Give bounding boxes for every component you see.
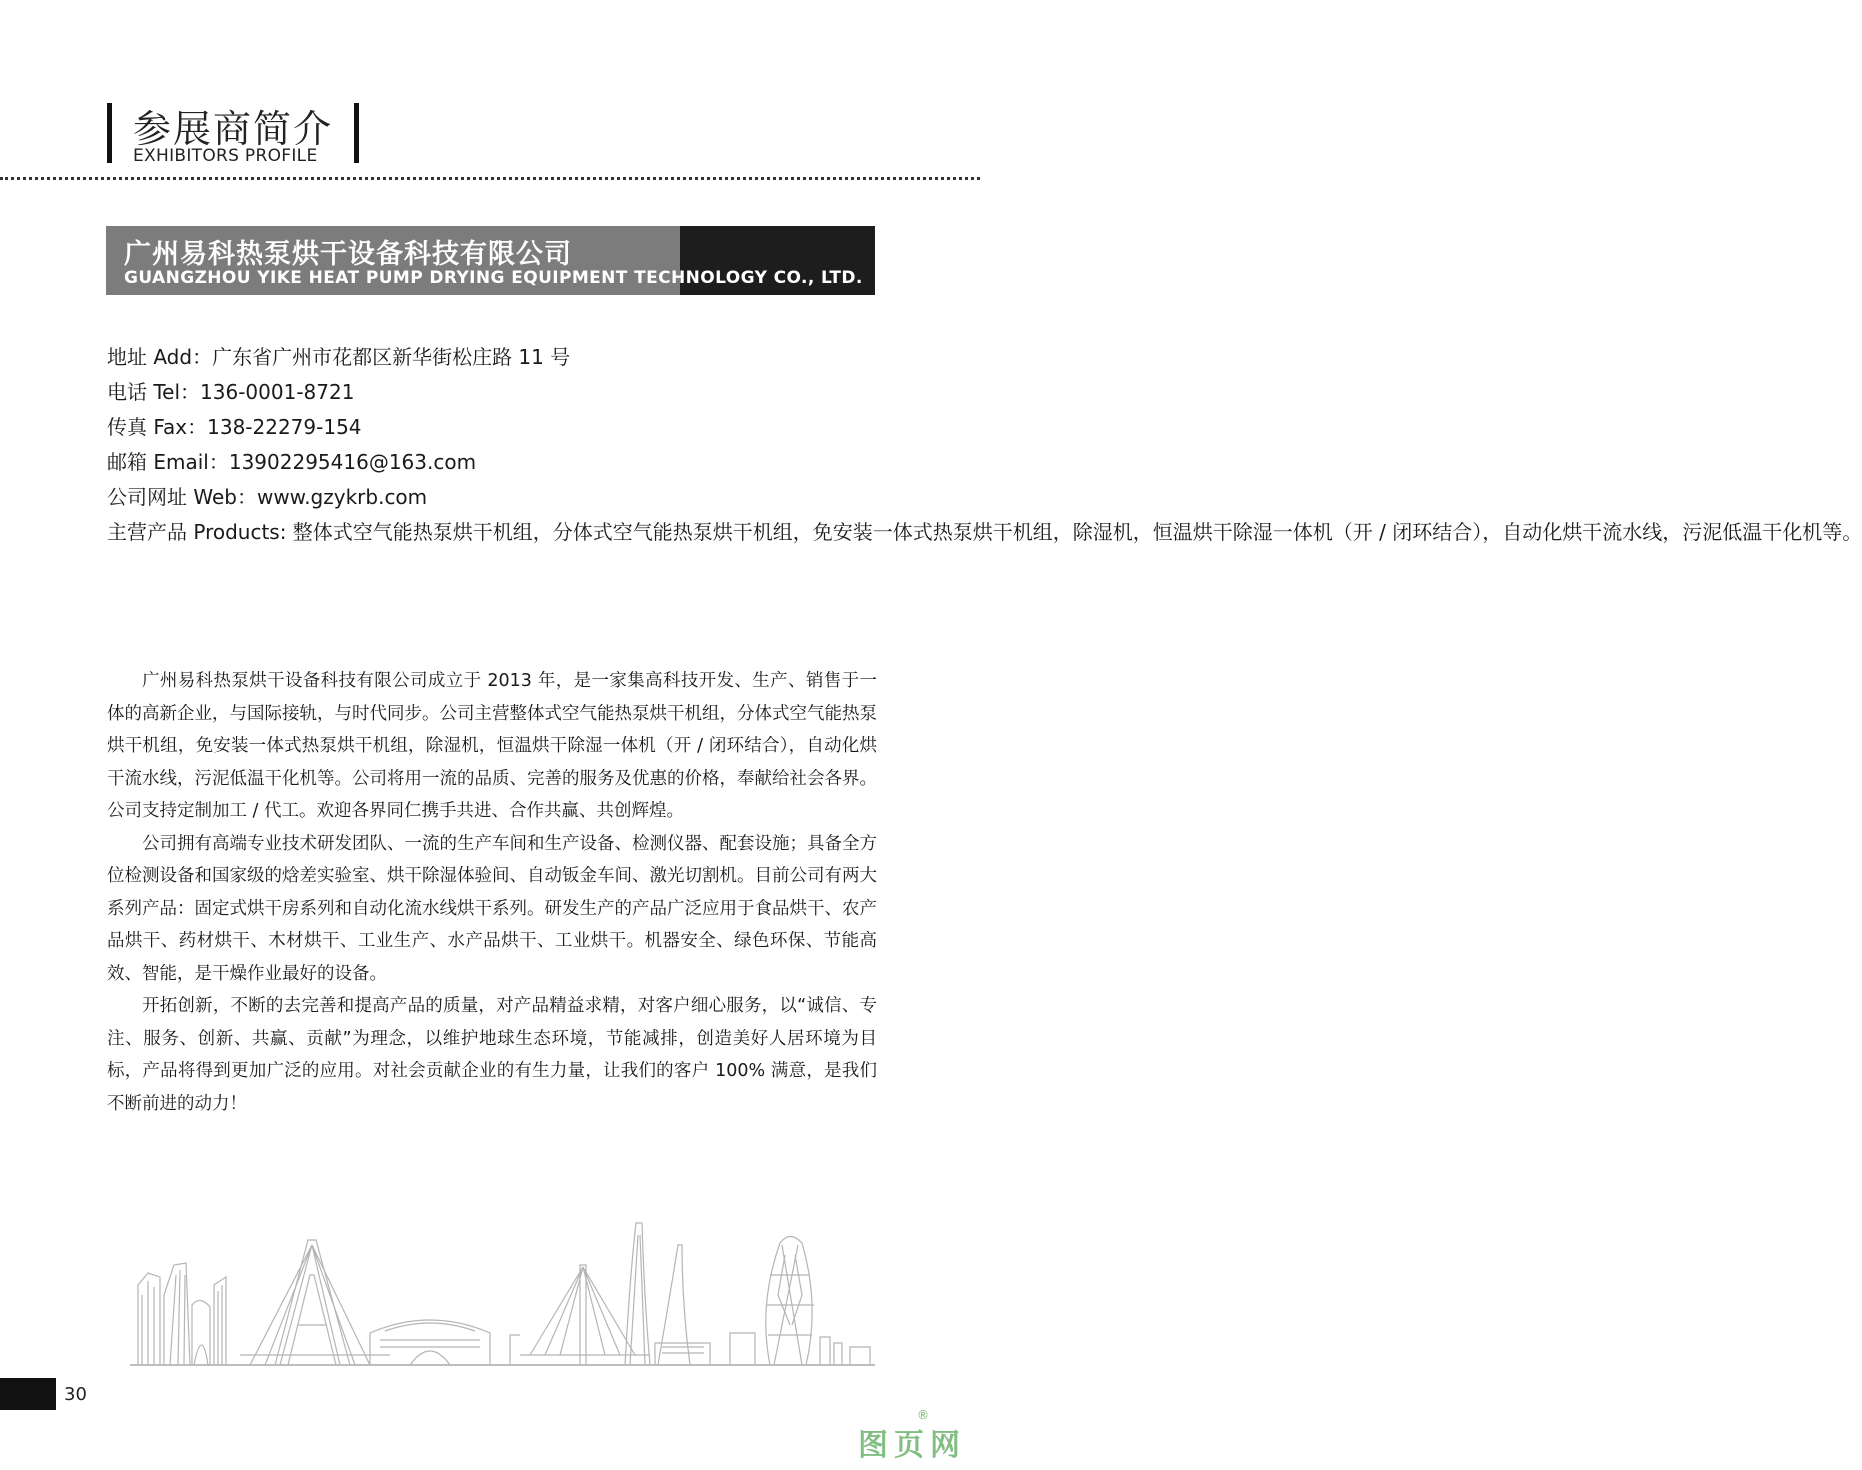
company-name-cn: 广州易科热泵烘干设备科技有限公司: [124, 239, 572, 270]
email-line: 邮箱 Email：13902295416@163.com: [107, 450, 477, 474]
page-number-block: [0, 1378, 56, 1410]
title-bar-left: [107, 103, 112, 163]
title-bar-right: [354, 103, 359, 163]
watermark-logo: 图页网: [858, 1428, 966, 1463]
company-banner: [106, 226, 875, 295]
contact-block: [107, 340, 1862, 550]
company-name-en: GUANGZHOU YIKE HEAT PUMP DRYING EQUIPMENT TECHNOLOGY CO., LTD.: [124, 268, 863, 288]
dotted-divider: [0, 177, 980, 180]
company-introduction: [107, 665, 877, 1120]
tel-line: 电话 Tel：136-0001-8721: [107, 380, 355, 404]
city-skyline-illustration: [130, 1215, 875, 1370]
web-line: 公司网址 Web：www.gzykrb.com: [107, 485, 428, 509]
section-title-en: EXHIBITORS PROFILE: [133, 146, 318, 166]
products-line: 主营产品 Products: 整体式空气能热泵烘干机组，分体式空气能热泵烘干机组，免安装一体式热泵烘干机组，除湿机，恒温烘干除湿一体机（开 / 闭环结合），自动化烘干流水线，污泥低温干化机等。: [107, 520, 1862, 544]
intro-paragraph-1: 广州易科热泵烘干设备科技有限公司成立于 2013 年，是一家集高科技开发、生产、销售于一体的高新企业，与国际接轨，与时代同步。公司主营整体式空气能热泵烘干机组，分体式空气能热泵烘干机组，免安装一体式热泵烘干机组，除湿机，恒温烘干除湿一体机（开 / 闭环结合），自动化烘干流水线，污泥低温干化机等。公司将用一流的品质、完善的服务及优惠的价格，奉献给社会各界。公司支持定制加工 / 代工。欢迎各界同仁携手共进、合作共赢、共创辉煌。: [107, 671, 877, 821]
section-title-cn: 参展商简介: [133, 107, 334, 151]
intro-paragraph-3: 开拓创新，不断的去完善和提高产品的质量，对产品精益求精，对客户细心服务，以“诚信、专注、服务、创新、共赢、贡献”为理念，以维护地球生态环境，节能减排，创造美好人居环境为目标，产品将得到更加广泛的应用。对社会贡献企业的有生力量，让我们的客户 100% 满意，是我们不断前进的动力！: [107, 996, 877, 1114]
page-number: 30: [64, 1384, 87, 1405]
intro-paragraph-2: 公司拥有高端专业技术研发团队、一流的生产车间和生产设备、检测仪器、配套设施；具备全方位检测设备和国家级的焓差实验室、烘干除湿体验间、自动钣金车间、激光切割机。目前公司有两大系列产品：固定式烘干房系列和自动化流水线烘干系列。研发生产的产品广泛应用于食品烘干、农产品烘干、药材烘干、木材烘干、工业生产、水产品烘干、工业烘干。机器安全、绿色环保、节能高效、智能，是干燥作业最好的设备。: [107, 833, 877, 984]
address-line: 地址 Add：广东省广州市花都区新华街松庄路 11 号: [107, 345, 571, 369]
registered-mark-icon: ®: [917, 1408, 929, 1422]
fax-line: 传真 Fax：138-22279-154: [107, 415, 362, 439]
